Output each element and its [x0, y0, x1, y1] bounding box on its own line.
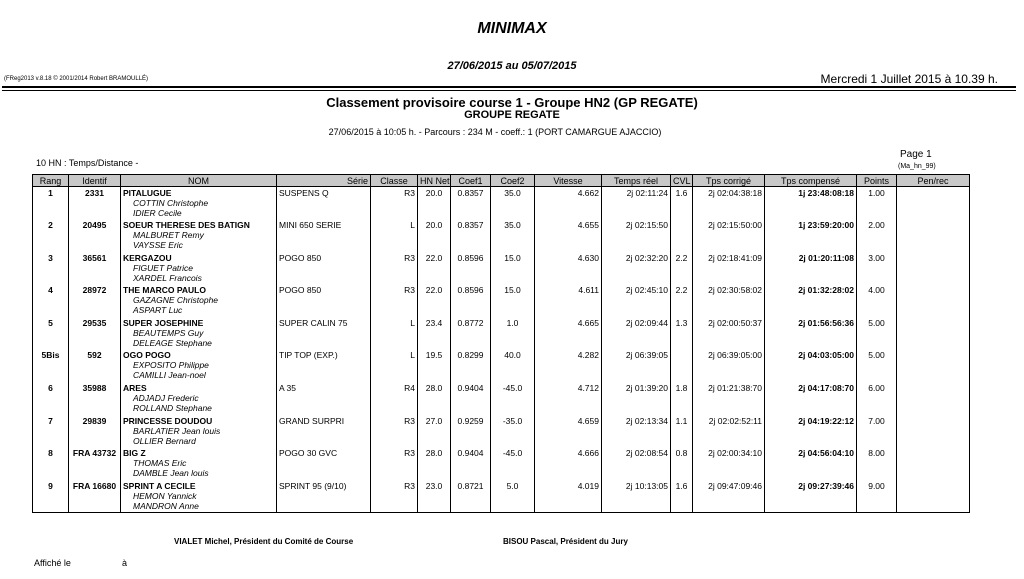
coef1-cell: 0.8721 — [451, 480, 491, 513]
coef2-cell: 35.0 — [491, 219, 535, 252]
penalty-cell — [897, 317, 970, 350]
group-title: GROUPE REGATE — [464, 109, 560, 121]
elapsed-time-cell: 2j 10:13:05 — [602, 480, 671, 513]
column-header: Coef2 — [491, 175, 535, 187]
crew-member: OLLIER Bernard — [133, 435, 196, 446]
table-row — [33, 480, 970, 513]
speed-cell: 4.659 — [535, 415, 602, 448]
rank-cell: 6 — [33, 382, 69, 415]
page-number: Page 1 — [900, 149, 932, 160]
class-cell: L — [371, 219, 418, 252]
sail-id-cell: FRA 16680 — [69, 480, 121, 513]
boat-name-cell — [121, 349, 277, 382]
points-cell: 8.00 — [857, 447, 897, 480]
series-cell: A 35 — [277, 382, 371, 415]
crew-member: ROLLAND Stephane — [133, 403, 212, 414]
corrected-time-cell: 2j 02:15:50:00 — [693, 219, 765, 252]
column-header: Classe — [371, 175, 418, 187]
coef1-cell: 0.8596 — [451, 252, 491, 285]
elapsed-time-cell: 2j 02:13:34 — [602, 415, 671, 448]
table-row — [33, 415, 970, 448]
elapsed-time-cell: 2j 02:11:24 — [602, 187, 671, 220]
cvl-cell: 1.6 — [671, 187, 693, 220]
crew-member: HEMON Yannick — [133, 490, 197, 501]
posted-on-label: Affiché le — [34, 558, 71, 568]
column-header: NOM — [121, 175, 277, 187]
compensated-time-cell: 2j 01:20:11:08 — [765, 252, 857, 285]
crew-member: FIGUET Patrice — [133, 262, 193, 273]
penalty-cell — [897, 382, 970, 415]
column-header: Vitesse — [535, 175, 602, 187]
class-cell: R3 — [371, 284, 418, 317]
cvl-cell — [671, 219, 693, 252]
points-cell: 5.00 — [857, 317, 897, 350]
sail-id-cell: 36561 — [69, 252, 121, 285]
column-header: Tps compensé — [765, 175, 857, 187]
crew-member: ASPART Luc — [133, 305, 183, 316]
boat-name-cell — [121, 284, 277, 317]
elapsed-time-cell: 2j 02:09:44 — [602, 317, 671, 350]
event-dates: 27/06/2015 au 05/07/2015 — [447, 60, 577, 72]
boat-name: BIG Z — [123, 448, 146, 459]
boat-name: SUPER JOSEPHINE — [123, 317, 204, 328]
hn-net-cell: 22.0 — [418, 284, 451, 317]
speed-cell: 4.662 — [535, 187, 602, 220]
hn-net-cell: 20.0 — [418, 219, 451, 252]
penalty-cell — [897, 480, 970, 513]
corrected-time-cell: 2j 06:39:05:00 — [693, 349, 765, 382]
crew-member: BARLATIER Jean louis — [133, 425, 221, 436]
cvl-cell: 2.2 — [671, 284, 693, 317]
crew-member: THOMAS Eric — [133, 458, 187, 469]
crew-member: EXPOSITO Philippe — [133, 360, 209, 371]
rank-cell: 3 — [33, 252, 69, 285]
rank-cell: 5 — [33, 317, 69, 350]
penalty-cell — [897, 187, 970, 220]
points-cell: 1.00 — [857, 187, 897, 220]
penalty-cell — [897, 349, 970, 382]
boat-name: THE MARCO PAULO — [123, 285, 206, 296]
crew-member: BEAUTEMPS Guy — [133, 327, 204, 338]
penalty-cell — [897, 284, 970, 317]
series-cell: POGO 30 GVC — [277, 447, 371, 480]
jury-signature: BISOU Pascal, Président du Jury — [503, 537, 628, 546]
hn-net-cell: 22.0 — [418, 252, 451, 285]
corrected-time-cell: 2j 01:21:38:70 — [693, 382, 765, 415]
series-cell: MINI 650 SERIE — [277, 219, 371, 252]
course-info: 27/06/2015 à 10:05 h. - Parcours : 234 M - coeff.: 1 (PORT CAMARGUE AJACCIO) — [328, 127, 662, 137]
hn-net-cell: 27.0 — [418, 415, 451, 448]
compensated-time-cell: 2j 04:03:05:00 — [765, 349, 857, 382]
table-row — [33, 382, 970, 415]
class-cell: R3 — [371, 187, 418, 220]
coef2-cell: 1.0 — [491, 317, 535, 350]
table-row — [33, 317, 970, 350]
column-header: Pen/rec — [897, 175, 970, 187]
corrected-time-cell: 2j 09:47:09:46 — [693, 480, 765, 513]
coef1-cell: 0.9259 — [451, 415, 491, 448]
column-header: Coef1 — [451, 175, 491, 187]
elapsed-time-cell: 2j 02:45:10 — [602, 284, 671, 317]
software-credit: (FReg2013 v.8.18 © 2001/2014 Robert BRAMOULLÉ) — [4, 76, 149, 82]
crew-member: GAZAGNE Christophe — [133, 295, 219, 306]
table-row — [33, 349, 970, 382]
rank-cell: 9 — [33, 480, 69, 513]
elapsed-time-cell: 2j 02:08:54 — [602, 447, 671, 480]
compensated-time-cell: 1j 23:48:08:18 — [765, 187, 857, 220]
boat-name: SPRINT A CECILE — [123, 480, 196, 491]
cvl-cell: 2.2 — [671, 252, 693, 285]
compensated-time-cell: 2j 09:27:39:46 — [765, 480, 857, 513]
print-date: Mercredi 1 Juillet 2015 à 10.39 h. — [820, 72, 998, 86]
elapsed-time-cell: 2j 02:15:50 — [602, 219, 671, 252]
boat-name: OGO POGO — [123, 350, 171, 361]
sail-id-cell: 2331 — [69, 187, 121, 220]
penalty-cell — [897, 252, 970, 285]
boat-name: KERGAZOU — [123, 252, 172, 263]
compensated-time-cell: 2j 04:19:22:12 — [765, 415, 857, 448]
crew-member: IDIER Cecile — [133, 208, 182, 218]
coef1-cell: 0.9404 — [451, 447, 491, 480]
class-cell: R3 — [371, 447, 418, 480]
coef1-cell: 0.8357 — [451, 187, 491, 220]
ranking-title: Classement provisoire course 1 - Groupe HN2 (GP REGATE) — [326, 95, 698, 110]
points-cell: 9.00 — [857, 480, 897, 513]
rank-cell: 2 — [33, 219, 69, 252]
sail-id-cell: FRA 43732 — [69, 447, 121, 480]
rank-cell: 8 — [33, 447, 69, 480]
crew-member: DAMBLE Jean louis — [133, 468, 209, 479]
coef2-cell: 5.0 — [491, 480, 535, 513]
series-cell: SPRINT 95 (9/10) — [277, 480, 371, 513]
series-cell: SUPER CALIN 75 — [277, 317, 371, 350]
coef2-cell: 15.0 — [491, 284, 535, 317]
header-rule — [2, 86, 1016, 88]
penalty-cell — [897, 447, 970, 480]
corrected-time-cell: 2j 02:00:50:37 — [693, 317, 765, 350]
rank-cell: 1 — [33, 187, 69, 220]
coef2-cell: -45.0 — [491, 382, 535, 415]
table-row — [33, 447, 970, 480]
compensated-time-cell: 2j 01:56:56:36 — [765, 317, 857, 350]
sail-id-cell: 29839 — [69, 415, 121, 448]
coef2-cell: 35.0 — [491, 187, 535, 220]
points-cell: 7.00 — [857, 415, 897, 448]
sail-id-cell: 592 — [69, 349, 121, 382]
speed-cell: 4.712 — [535, 382, 602, 415]
rank-cell: 4 — [33, 284, 69, 317]
crew-member: VAYSSE Eric — [133, 240, 183, 251]
table-row — [33, 284, 970, 317]
points-cell: 5.00 — [857, 349, 897, 382]
cvl-cell: 1.3 — [671, 317, 693, 350]
crew-member: ADJADJ Frederic — [133, 393, 199, 404]
boat-name: PITALUGUE — [123, 188, 172, 198]
column-header: Rang — [33, 175, 69, 187]
compensated-time-cell: 2j 04:56:04:10 — [765, 447, 857, 480]
series-cell: TIP TOP (EXP.) — [277, 349, 371, 382]
class-cell: R3 — [371, 415, 418, 448]
column-header: Tps corrigé — [693, 175, 765, 187]
crew-member: COTTIN Christophe — [133, 198, 209, 208]
boat-name: PRINCESSE DOUDOU — [123, 415, 213, 426]
speed-cell: 4.665 — [535, 317, 602, 350]
speed-cell: 4.611 — [535, 284, 602, 317]
hn-net-cell: 28.0 — [418, 382, 451, 415]
speed-cell: 4.630 — [535, 252, 602, 285]
series-cell: POGO 850 — [277, 284, 371, 317]
series-cell: GRAND SURPRI — [277, 415, 371, 448]
cvl-cell: 1.8 — [671, 382, 693, 415]
coef1-cell: 0.8772 — [451, 317, 491, 350]
speed-cell: 4.019 — [535, 480, 602, 513]
cvl-cell: 1.6 — [671, 480, 693, 513]
boat-name-cell — [121, 187, 277, 220]
class-cell: R4 — [371, 382, 418, 415]
coef1-cell: 0.8596 — [451, 284, 491, 317]
class-cell: R3 — [371, 252, 418, 285]
crew-member: XARDEL Francois — [133, 272, 202, 283]
coef1-cell: 0.9404 — [451, 382, 491, 415]
boat-name-cell — [121, 252, 277, 285]
coef2-cell: -35.0 — [491, 415, 535, 448]
race-committee-signature: VIALET Michel, Président du Comité de Course — [174, 537, 354, 546]
points-cell: 6.00 — [857, 382, 897, 415]
boat-name: ARES — [123, 383, 147, 394]
corrected-time-cell: 2j 02:04:38:18 — [693, 187, 765, 220]
points-cell: 4.00 — [857, 284, 897, 317]
sail-id-cell: 35988 — [69, 382, 121, 415]
elapsed-time-cell: 2j 06:39:05 — [602, 349, 671, 382]
header-rule-thin — [2, 90, 1016, 91]
hn-net-cell: 28.0 — [418, 447, 451, 480]
rating-mode: 10 HN : Temps/Distance - — [36, 158, 139, 168]
hn-net-cell: 20.0 — [418, 187, 451, 220]
series-cell: POGO 850 — [277, 252, 371, 285]
coef2-cell: 40.0 — [491, 349, 535, 382]
cvl-cell: 0.8 — [671, 447, 693, 480]
corrected-time-cell: 2j 02:30:58:02 — [693, 284, 765, 317]
crew-member: MANDRON Anne — [133, 500, 199, 511]
boat-name-cell — [121, 415, 277, 448]
table-header-row — [33, 175, 970, 187]
posted-at-label: à — [122, 558, 128, 568]
coef2-cell: 15.0 — [491, 252, 535, 285]
boat-name-cell — [121, 480, 277, 513]
points-cell: 3.00 — [857, 252, 897, 285]
hn-net-cell: 23.0 — [418, 480, 451, 513]
boat-name-cell — [121, 447, 277, 480]
compensated-time-cell: 2j 04:17:08:70 — [765, 382, 857, 415]
crew-member: CAMILLI Jean-noel — [133, 370, 206, 381]
penalty-cell — [897, 219, 970, 252]
speed-cell: 4.655 — [535, 219, 602, 252]
boat-name-cell — [121, 219, 277, 252]
speed-cell: 4.666 — [535, 447, 602, 480]
hn-net-cell: 23.4 — [418, 317, 451, 350]
rank-cell: 7 — [33, 415, 69, 448]
table-row — [33, 252, 970, 285]
compensated-time-cell: 2j 01:32:28:02 — [765, 284, 857, 317]
class-cell: L — [371, 317, 418, 350]
elapsed-time-cell: 2j 01:39:20 — [602, 382, 671, 415]
corrected-time-cell: 2j 02:00:34:10 — [693, 447, 765, 480]
sail-id-cell: 20495 — [69, 219, 121, 252]
table-row — [33, 219, 970, 252]
hn-net-cell: 19.5 — [418, 349, 451, 382]
column-header: Identif — [69, 175, 121, 187]
table-row — [33, 187, 970, 220]
rank-cell: 5Bis — [33, 349, 69, 382]
column-header: Points — [857, 175, 897, 187]
column-header: Temps réel — [602, 175, 671, 187]
compensated-time-cell: 1j 23:59:20:00 — [765, 219, 857, 252]
coef2-cell: -45.0 — [491, 447, 535, 480]
corrected-time-cell: 2j 02:02:52:11 — [693, 415, 765, 448]
column-header: Série — [277, 175, 371, 187]
speed-cell: 4.282 — [535, 349, 602, 382]
crew-member: MALBURET Remy — [133, 230, 204, 241]
document-title: MINIMAX — [477, 20, 547, 37]
class-cell: R3 — [371, 480, 418, 513]
results-table — [32, 174, 970, 513]
coef1-cell: 0.8299 — [451, 349, 491, 382]
elapsed-time-cell: 2j 02:32:20 — [602, 252, 671, 285]
penalty-cell — [897, 415, 970, 448]
series-cell: SUSPENS Q — [277, 187, 371, 220]
boat-name: SOEUR THERESE DES BATIGN — [123, 220, 250, 231]
boat-name-cell — [121, 317, 277, 350]
boat-name-cell — [121, 382, 277, 415]
sail-id-cell: 29535 — [69, 317, 121, 350]
corrected-time-cell: 2j 02:18:41:09 — [693, 252, 765, 285]
column-header: HN Net — [418, 175, 451, 187]
cvl-cell: 1.1 — [671, 415, 693, 448]
column-header: CVL — [671, 175, 693, 187]
cvl-cell — [671, 349, 693, 382]
class-cell: L — [371, 349, 418, 382]
page-code: (Ma_hn_99) — [898, 163, 936, 170]
sail-id-cell: 28972 — [69, 284, 121, 317]
points-cell: 2.00 — [857, 219, 897, 252]
crew-member: DELEAGE Stephane — [133, 337, 212, 348]
coef1-cell: 0.8357 — [451, 219, 491, 252]
